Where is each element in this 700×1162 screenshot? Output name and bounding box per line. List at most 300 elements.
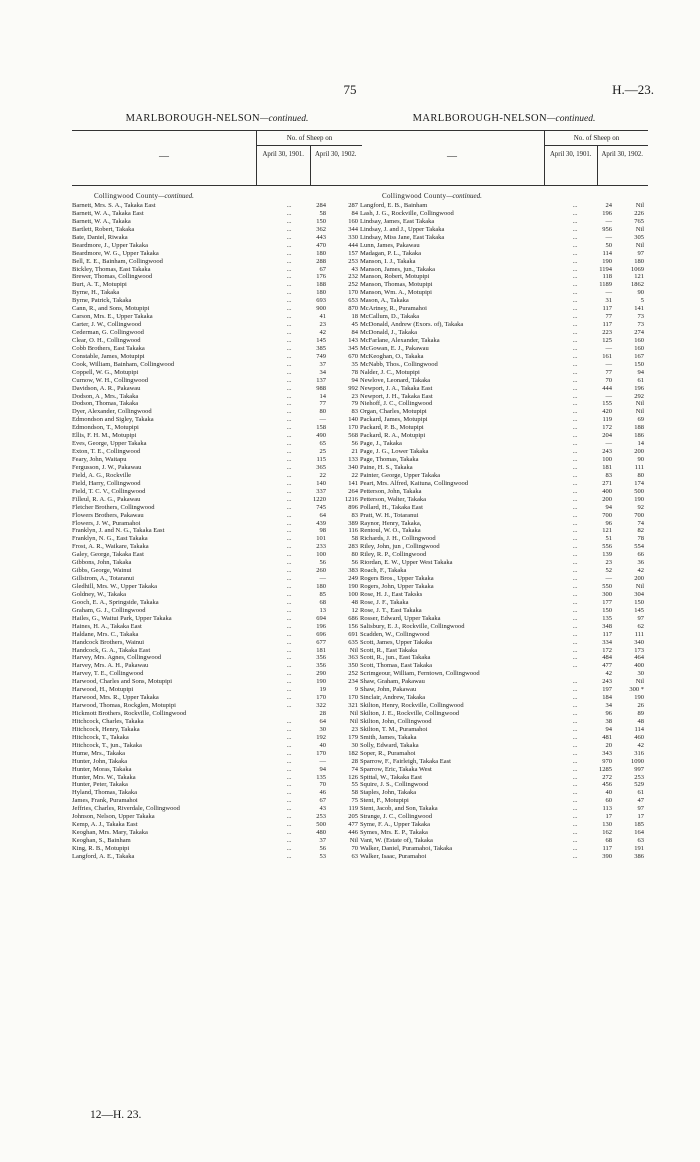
table-row [360, 210, 648, 218]
sheep-1901: 64 [319, 717, 326, 725]
leader-dots: ... [572, 527, 578, 535]
owner-name: Stent, Jacob, and Son, Takaka [360, 805, 438, 813]
table-row [72, 313, 362, 321]
sheep-1902: 529 [634, 781, 644, 789]
sheep-1902: 252 [348, 670, 358, 678]
sheep-1901: 30 [319, 725, 326, 733]
table-row [72, 400, 362, 408]
sheep-1902: 143 [348, 336, 358, 344]
table-row [72, 599, 362, 607]
sheep-1902: 83 [351, 408, 358, 416]
table-row [360, 218, 648, 226]
sheep-1902: 9 [354, 686, 358, 694]
table-header [72, 130, 362, 186]
table-row [72, 797, 362, 805]
sheep-1902: 691 [348, 630, 358, 638]
sheep-1902: 997 [634, 765, 644, 773]
sheep-1902: 23 [351, 392, 358, 400]
county-heading [360, 190, 648, 202]
table-row [72, 583, 362, 591]
leader-dots: ... [572, 638, 578, 646]
sheep-1902: 686 [348, 614, 358, 622]
owner-name: Scadden, W., Collingwood [360, 630, 430, 638]
owner-name: Manson, Robert, Motupipi [360, 273, 430, 281]
sheep-1901: 118 [602, 273, 612, 281]
owner-name: McFarlane, Alexander, Takaka [360, 336, 440, 344]
sheep-1902: 43 [351, 265, 358, 273]
owner-name: Organ, Charles, Motupipi [360, 408, 427, 416]
sheep-1901: 677 [316, 638, 326, 646]
sheep-1901: — [605, 575, 612, 583]
sheep-1901: 42 [319, 329, 326, 336]
owner-name: Pratt, W. H., Totaranui [360, 511, 419, 519]
leader-dots: ... [286, 598, 292, 606]
owner-name: Lunn, James, Pakawau [360, 241, 420, 249]
sheep-count-group-title: No. of Sheep on [545, 131, 648, 146]
table-row [72, 226, 362, 234]
owner-name: Riley, John, jun , Collingwood [360, 543, 440, 551]
sheep-1901: 161 [602, 352, 612, 360]
leader-dots: ... [572, 781, 578, 789]
owner-name: James, Frank, Puramahoi [72, 797, 138, 805]
leader-dots: ... [286, 289, 292, 297]
owner-name: McArtney, R., Puramahoi [360, 305, 427, 313]
table-row [72, 250, 362, 258]
leader-dots: ... [286, 781, 292, 789]
owner-name: Keoghan, Mrs. Mary, Takaka [72, 829, 148, 837]
table-row [360, 448, 648, 456]
sheep-1902: 157 [348, 249, 358, 257]
owner-name: Scott, James, Upper Takaka [360, 638, 433, 646]
owner-name: Curnow, W. H., Collingwood [72, 376, 148, 384]
sheep-1901: 181 [316, 646, 326, 654]
sheep-1901: 119 [602, 416, 612, 424]
leader-dots: ... [286, 471, 292, 479]
table-row [72, 678, 362, 686]
owner-name: Sinclair, Andrew, Takaka [360, 694, 426, 702]
right-column [360, 113, 648, 861]
table-row [360, 234, 648, 242]
leader-dots: ... [572, 551, 578, 559]
leader-dots: ... [572, 368, 578, 376]
owner-name: Lindsay, J. and J., Upper Takaka [360, 225, 445, 233]
owner-name: Paine, H. S., Takaka [360, 463, 413, 471]
sheep-1901: 137 [316, 376, 326, 384]
sheep-1901: — [605, 392, 612, 400]
leader-dots: ... [572, 741, 578, 749]
sheep-1902: 94 [351, 376, 358, 384]
owner-name: Gibbons, John, Takaka [72, 559, 132, 567]
table-row [360, 797, 648, 805]
sheep-1901: 490 [316, 432, 326, 440]
leader-dots: ... [572, 852, 578, 860]
leader-dots: ... [286, 321, 292, 329]
sheep-1902: 635 [348, 638, 358, 646]
sheep-1902: 305 [634, 233, 644, 241]
sheep-1902: 992 [348, 384, 358, 392]
owner-name: Bickley, Thomas, East Takaka [72, 265, 151, 273]
sheep-1902: 116 [348, 527, 358, 535]
owner-name: Edmondson and Sigley, Takaka [72, 416, 154, 424]
owner-name: Dyer, Alexander, Collingwood [72, 408, 152, 416]
sheep-1902: 92 [637, 503, 644, 511]
sheep-1901: 477 [602, 662, 612, 670]
sheep-1902: 180 [634, 257, 644, 265]
owner-name: Clear, O. H., Collingwood [72, 336, 141, 344]
sheep-1902: 400 [634, 662, 644, 670]
leader-dots: ... [286, 202, 292, 209]
owner-name: Byrne, H., Takaka [72, 289, 120, 297]
leader-dots: ... [286, 527, 292, 535]
column-title-text: MARLBOROUGH-NELSON [125, 113, 261, 124]
owner-name: Barnett, Mrs. S. A., Takaka East [72, 202, 156, 209]
sheep-1902: 141 [634, 305, 644, 313]
owner-name: Constable, James, Motupipi [72, 352, 145, 360]
sheep-1901: 85 [319, 590, 326, 598]
leader-dots: ... [286, 384, 292, 392]
leader-dots: ... [572, 392, 578, 400]
owner-name: Walker, Isaac, Puramahoi [360, 852, 427, 860]
owner-name: Ellis, F. H. M., Motupipi [72, 432, 137, 440]
leader-dots: ... [572, 329, 578, 336]
sheep-1902: 82 [637, 527, 644, 535]
sheep-1901: — [605, 440, 612, 448]
sheep-1901: 181 [602, 463, 612, 471]
leader-dots: ... [286, 543, 292, 551]
leader-dots: ... [572, 733, 578, 741]
owner-name: Squire, J. S., Collingwood [360, 781, 429, 789]
leader-dots: ... [572, 598, 578, 606]
leader-dots: ... [286, 670, 292, 678]
leader-dots: ... [572, 710, 578, 717]
owner-name: Syme, F. A., Upper Takaka [360, 821, 431, 829]
column-title-suffix: —continued. [547, 114, 596, 124]
table-row [72, 543, 362, 551]
sheep-1902: 232 [348, 273, 358, 281]
table-row [360, 599, 648, 607]
leader-dots: ... [572, 471, 578, 479]
sheep-1902: Nil [635, 408, 644, 416]
owner-name: Pollard, H., Takaka East [360, 503, 423, 511]
table-row [72, 670, 362, 678]
sheep-1901: 34 [319, 368, 326, 376]
sheep-1901: 150 [316, 217, 326, 225]
table-row [360, 758, 648, 766]
sheep-1901: 271 [602, 479, 612, 487]
owner-name: Petterson, John, Takaka [360, 487, 422, 495]
sheep-1901: 113 [602, 805, 612, 813]
table-row [72, 393, 362, 401]
sheep-1901: 693 [316, 297, 326, 305]
owner-name: Barnett, W. A., Takaka East [72, 209, 144, 217]
table-row [360, 591, 648, 599]
sheep-1901: 420 [602, 408, 612, 416]
leader-dots: ... [572, 543, 578, 551]
sheep-1902: 186 [634, 432, 644, 440]
sheep-1901: 365 [316, 463, 326, 471]
owner-name: Page, J., Takaka [360, 440, 402, 448]
sheep-1901: 117 [602, 305, 612, 313]
sheep-1902: 90 [637, 289, 644, 297]
leader-dots: ... [572, 765, 578, 773]
table-row [360, 273, 648, 281]
owner-name: Davidson, A. R., Pakawau [72, 384, 141, 392]
table-row [360, 361, 648, 369]
owner-name: Scott, Thomas, East Takaka [360, 662, 433, 670]
table-row [72, 527, 362, 535]
leader-dots: ... [572, 559, 578, 567]
leader-dots: ... [572, 336, 578, 344]
sheep-1901: 253 [316, 813, 326, 821]
table-row [72, 774, 362, 782]
sheep-1902: 111 [634, 463, 644, 471]
table-row [72, 623, 362, 631]
table-row [72, 718, 362, 726]
owner-name: Lash, J. G., Rockville, Collingwood [360, 209, 454, 217]
leader-dots: ... [286, 257, 292, 265]
sheep-1902: 160 [634, 344, 644, 352]
sheep-1902: 62 [637, 622, 644, 630]
sheep-1902: 80 [637, 471, 644, 479]
owner-name: Mason, A., Takaka [360, 297, 409, 305]
table-row [72, 535, 362, 543]
leader-dots: ... [286, 773, 292, 781]
sheep-1901: 180 [316, 583, 326, 590]
sheep-1902: 330 [348, 233, 358, 241]
sheep-1902: 80 [351, 551, 358, 559]
table-row [72, 242, 362, 250]
table-row [360, 250, 648, 258]
leader-dots: ... [286, 805, 292, 813]
owner-name: Hailes, G., Waitui Park, Upper Takaka [72, 614, 172, 622]
leader-dots: ... [572, 479, 578, 487]
owner-name: Harvey, T. E., Collingwood [72, 670, 144, 678]
leader-dots: ... [572, 805, 578, 813]
county-suffix: —continued. [446, 192, 482, 200]
table-row [360, 480, 648, 488]
leader-dots: ... [286, 590, 292, 598]
leader-dots: ... [572, 583, 578, 590]
sheep-1902: 249 [348, 575, 358, 583]
owner-name: Gledhill, Mrs. W., Upper Takaka [72, 583, 157, 590]
sheep-1902: 1090 [631, 757, 644, 765]
table-row [360, 337, 648, 345]
table-row [360, 837, 648, 845]
sheep-1901: 233 [316, 543, 326, 551]
owner-name: Franklyn, N. G., East Takaka [72, 535, 148, 543]
sheep-1901: 121 [602, 527, 612, 535]
owner-name: Field, T. C. V., Collingwood [72, 487, 146, 495]
leader-dots: ... [572, 313, 578, 321]
sheep-1901: 50 [605, 241, 612, 249]
leader-dots: ... [286, 837, 292, 844]
table-row [72, 408, 362, 416]
sheep-1902: 274 [634, 329, 644, 336]
sheep-1901: 196 [602, 209, 612, 217]
table-row [72, 575, 362, 583]
table-row [72, 416, 362, 424]
table-row [360, 615, 648, 623]
table-row [360, 329, 648, 337]
sheep-1902: 100 [348, 590, 358, 598]
owner-name: Edmondson, T., Motupipi [72, 424, 139, 432]
leader-dots: ... [572, 273, 578, 281]
owner-name: Rosser, Edward, Upper Takaka [360, 614, 441, 622]
owner-name: Hume, Mrs., Takaka [72, 749, 126, 757]
sheep-1901: 67 [319, 265, 326, 273]
table-header [360, 130, 648, 186]
table-row [360, 631, 648, 639]
sheep-1902: 133 [348, 456, 358, 463]
sheep-1902: 173 [634, 646, 644, 654]
sheep-1901: 362 [316, 225, 326, 233]
sheep-1901: 337 [316, 487, 326, 495]
name-column-header: — [447, 151, 457, 162]
table-row [360, 845, 648, 853]
sheep-1901: — [605, 217, 612, 225]
leader-dots [565, 670, 585, 678]
sheep-1902: 160 [348, 217, 358, 225]
table-row [360, 512, 648, 520]
table-row [360, 853, 648, 861]
sheep-1902: Nil [635, 241, 644, 249]
leader-dots: ... [286, 313, 292, 321]
table-row [72, 480, 362, 488]
leader-dots: ... [572, 225, 578, 233]
leader-dots: ... [286, 392, 292, 400]
table-row [72, 726, 362, 734]
sheep-1901: 83 [605, 471, 612, 479]
owner-name: Fergusson, J. W., Pakawau [72, 463, 142, 471]
sheep-1901: 24 [605, 202, 612, 209]
sheep-1902: 896 [348, 503, 358, 511]
leader-dots: ... [286, 511, 292, 519]
owner-name: Scott, R., East Takaka [360, 646, 418, 654]
leader-dots: ... [572, 202, 578, 209]
table-row [72, 742, 362, 750]
leader-dots: ... [572, 321, 578, 329]
sheep-1902: 174 [634, 479, 644, 487]
leader-dots: ... [286, 217, 292, 225]
sheep-1901: 456 [602, 781, 612, 789]
sheep-1901: 170 [316, 749, 326, 757]
leader-dots: ... [572, 360, 578, 368]
leader-dots: ... [286, 376, 292, 384]
sheep-1902: Nil [635, 400, 644, 408]
table-row [72, 202, 362, 210]
sheep-1902: 234 [348, 678, 358, 686]
sheep-1902: 79 [351, 400, 358, 408]
sheep-1902: 23 [351, 725, 358, 733]
owner-name: Langford, A. E., Takaka [72, 852, 135, 860]
owner-name: Riley, R. P., Collingwood [360, 551, 427, 559]
table-row [72, 734, 362, 742]
table-row [72, 567, 362, 575]
owner-name: Lindsay, James, East Takaka [360, 217, 435, 225]
owner-name: Eves, George, Upper Takaka [72, 440, 147, 448]
sheep-1902: 18 [351, 313, 358, 321]
table-row [72, 853, 362, 861]
table-row [72, 488, 362, 496]
owner-name: Bartlett, Robert, Takaka [72, 225, 135, 233]
table-row [72, 615, 362, 623]
table-row [360, 242, 648, 250]
sheep-1901: 117 [602, 630, 612, 638]
sheep-1902: 292 [634, 392, 644, 400]
leader-dots: ... [286, 479, 292, 487]
sheep-1901: 196 [316, 622, 326, 630]
table-row [360, 416, 648, 424]
sheep-1901: 67 [319, 797, 326, 805]
sheep-1902: 167 [634, 352, 644, 360]
leader-dots: ... [286, 852, 292, 860]
leader-dots: ... [286, 209, 292, 217]
sheep-1901: 150 [602, 606, 612, 614]
table-row [360, 393, 648, 401]
sheep-1901: 390 [602, 852, 612, 860]
owner-name: Cobb Brothers, East Takaka [72, 344, 145, 352]
table-row [360, 654, 648, 662]
sheep-1901: 43 [319, 805, 326, 813]
sheep-1901: 480 [316, 829, 326, 837]
leader-dots: ... [286, 702, 292, 710]
owner-name: Hitchcock, T., jun., Takaka [72, 741, 142, 749]
table-row [360, 734, 648, 742]
sheep-1901: 260 [316, 567, 326, 575]
table-row [360, 726, 648, 734]
sheep-1901: 117 [602, 321, 612, 329]
table-row [360, 305, 648, 313]
table-row [360, 202, 648, 210]
leader-dots: ... [286, 813, 292, 821]
table-row [360, 583, 648, 591]
owner-name: Raynor, Henry, Takaka, [360, 519, 422, 527]
owner-name: Franklyn, J. and N. G., Takaka East [72, 527, 165, 535]
sheep-1901: 77 [605, 368, 612, 376]
sheep-1902: 179 [348, 733, 358, 741]
sheep-1901: 38 [605, 717, 612, 725]
sheep-1901: 14 [319, 392, 326, 400]
sheep-1901: 272 [602, 773, 612, 781]
owner-name: Jeffries, Charles, Riverdale, Collingwood [72, 805, 180, 813]
owner-name: Frost, A. R., Waikare, Takaka [72, 543, 149, 551]
owner-name: Scrimgeour, William, Ferntown, Collingwood [360, 670, 480, 678]
sheep-1901: 19 [319, 686, 326, 694]
leader-dots: ... [572, 622, 578, 630]
sheep-1902: 55 [351, 781, 358, 789]
table-row [360, 575, 648, 583]
leader-dots: ... [572, 233, 578, 241]
table-row [72, 321, 362, 329]
sheep-1902: 97 [637, 249, 644, 257]
sheep-1902: Nil [349, 837, 358, 844]
sheep-1902: 264 [348, 487, 358, 495]
leader-dots: ... [572, 519, 578, 527]
owner-name: Filleul, R. A. G., Pakawau [72, 495, 141, 503]
sheep-1901: — [605, 233, 612, 241]
sheep-1902: 444 [348, 241, 358, 249]
table-row [360, 313, 648, 321]
sheep-1901: 288 [316, 257, 326, 265]
leader-dots: ... [286, 352, 292, 360]
leader-dots [279, 710, 299, 718]
sheep-1901: 243 [602, 678, 612, 686]
table-row [72, 559, 362, 567]
leader-dots: ... [572, 400, 578, 408]
sheep-1902: 340 [348, 463, 358, 471]
sheep-1901: 58 [319, 209, 326, 217]
sheep-1901: 176 [316, 273, 326, 281]
